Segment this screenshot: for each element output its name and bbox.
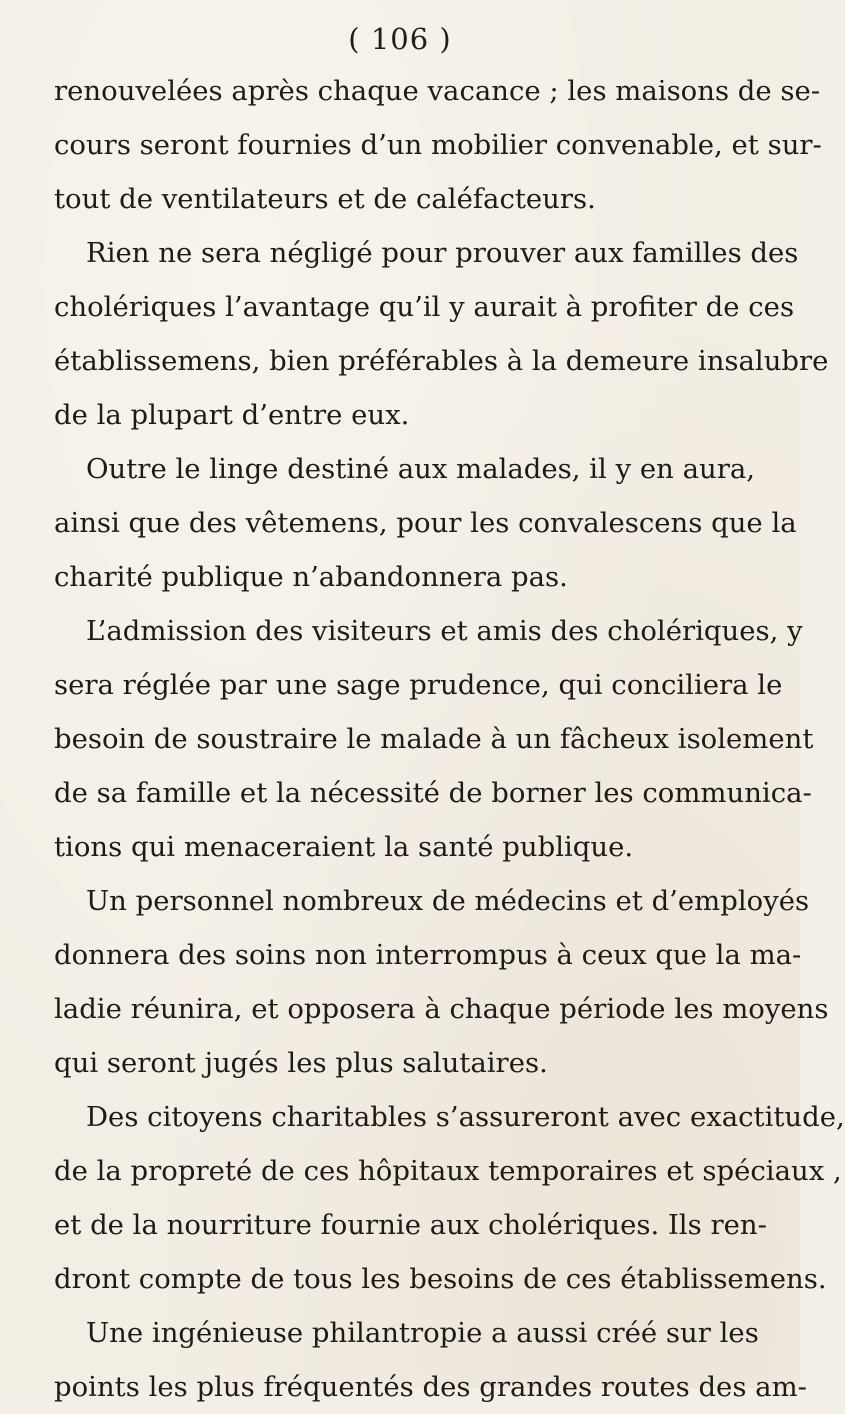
text-line: établissemens, bien préférables à la demeure insalubre	[54, 345, 829, 377]
text-line: Rien ne sera négligé pour prouver aux familles des	[86, 237, 799, 269]
text-line: renouvelées après chaque vacance ; les maisons de se-	[54, 75, 821, 107]
text-line: dront compte de tous les besoins de ces établissemens.	[54, 1263, 827, 1295]
text-line: donnera des soins non interrompus à ceux que la ma-	[54, 939, 802, 971]
text-line: Un personnel nombreux de médecins et d’employés	[86, 885, 810, 917]
text-line: de la plupart d’entre eux.	[54, 399, 410, 431]
text-line: Outre le linge destiné aux malades, il y en aura,	[86, 453, 755, 485]
text-line: cholériques l’avantage qu’il y aurait à profiter de ces	[54, 291, 795, 323]
body-text	[54, 64, 845, 1414]
text-line: de la propreté de ces hôpitaux temporaires et spéciaux ,	[54, 1155, 842, 1187]
text-line: tions qui menaceraient la santé publique.	[54, 831, 634, 863]
page-number: ( 106 )	[348, 22, 452, 56]
text-line: besoin de soustraire le malade à un fâcheux isolement	[54, 723, 814, 755]
text-line: Des citoyens charitables s’assureront avec exactitude,	[86, 1101, 845, 1133]
text-line: cours seront fournies d’un mobilier convenable, et sur-	[54, 129, 822, 161]
text-line: et de la nourriture fournie aux cholériques. Ils ren-	[54, 1209, 767, 1241]
text-line: de sa famille et la nécessité de borner les communica-	[54, 777, 812, 809]
text-line: ladie réunira, et opposera à chaque période les moyens	[54, 993, 829, 1025]
text-line: qui seront jugés les plus salutaires.	[54, 1047, 548, 1079]
text-line: Une ingénieuse philantropie a aussi créé sur les	[86, 1317, 759, 1349]
text-line: tout de ventilateurs et de caléfacteurs.	[54, 183, 596, 215]
text-line: ainsi que des vêtemens, pour les convalescens que la	[54, 507, 797, 539]
text-line: sera réglée par une sage prudence, qui conciliera le	[54, 669, 783, 701]
text-line: L’admission des visiteurs et amis des cholériques, y	[86, 615, 803, 647]
text-line: charité publique n’abandonnera pas.	[54, 561, 568, 593]
text-line: points les plus fréquentés des grandes routes des am-	[54, 1371, 807, 1403]
